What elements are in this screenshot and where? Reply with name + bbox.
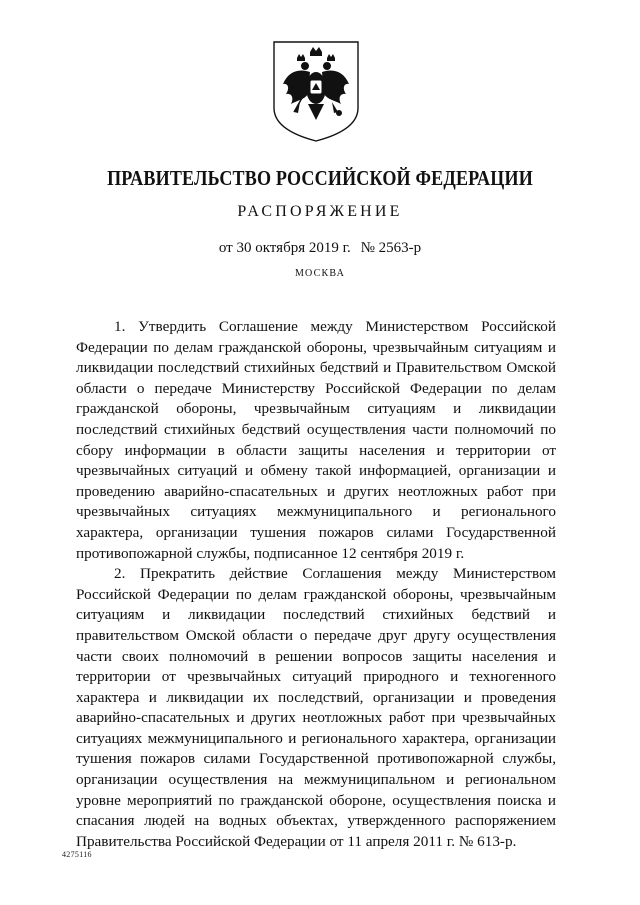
document-date-line: [0, 240, 640, 257]
government-title: ПРАВИТЕЛЬСТВО РОССИЙСКОЙ ФЕДЕРАЦИИ: [107, 166, 533, 190]
footer-document-code: 4275116: [62, 850, 92, 859]
paragraph-2: 2. Прекратить действие Соглашения между Министерством Российской Федерации по делам гражданской обороны, чрезвычайным ситуациям и ликвидации последствий стихийных бедствий и правительством Омской области о передаче друг другу осуществления части своих полномочий в решении вопросов защиты населения и территории от чрезвычайных ситуаций природного и техногенного характера и ликвидации их последствий, организации и проведения аварийно-спасательных и других неотложных работ при чрезвычайных ситуациях межмуниципального и регионального характера, организации тушения пожаров силами Государственной противопожарной службы, организации осуществления на межмуниципальном и региональном уровне мероприятий по гражданской обороне, осуществления поиска и спасания людей на водных объектах, утвержденного распоряжением Правительства Российской Федерации от 11 апреля 2011 г. № 613-р.: [76, 565, 556, 850]
coat-of-arms-icon: [270, 38, 362, 144]
document-body: [76, 317, 556, 852]
paragraph-1: 1. Утвердить Соглашение между Министерством Российской Федерации по делам гражданской обороны, чрезвычайным ситуациям и ликвидации последствий стихийных бедствий и Правительством Омской области о передаче Министерству Российской Федерации по делам гражданской обороны, чрезвычайным ситуациям и ликвидации последствий стихийных бедствий осуществления части полномочий по сбору информации в области защиты населения и территории от чрезвычайных ситуаций и обмену такой информацией, организации и проведению аварийно-спасательных и других неотложных работ при чрезвычайных ситуациях межмуниципального и регионального характера, организации тушения пожаров силами Государственной противопожарной службы, подписанное 12 сентября 2019 г.: [76, 318, 556, 562]
document-number: № 2563-р: [360, 240, 422, 256]
document-type: РАСПОРЯЖЕНИЕ: [237, 203, 403, 220]
document-city: МОСКВА: [294, 268, 346, 279]
document-date: от 30 октября 2019 г.: [218, 240, 351, 256]
